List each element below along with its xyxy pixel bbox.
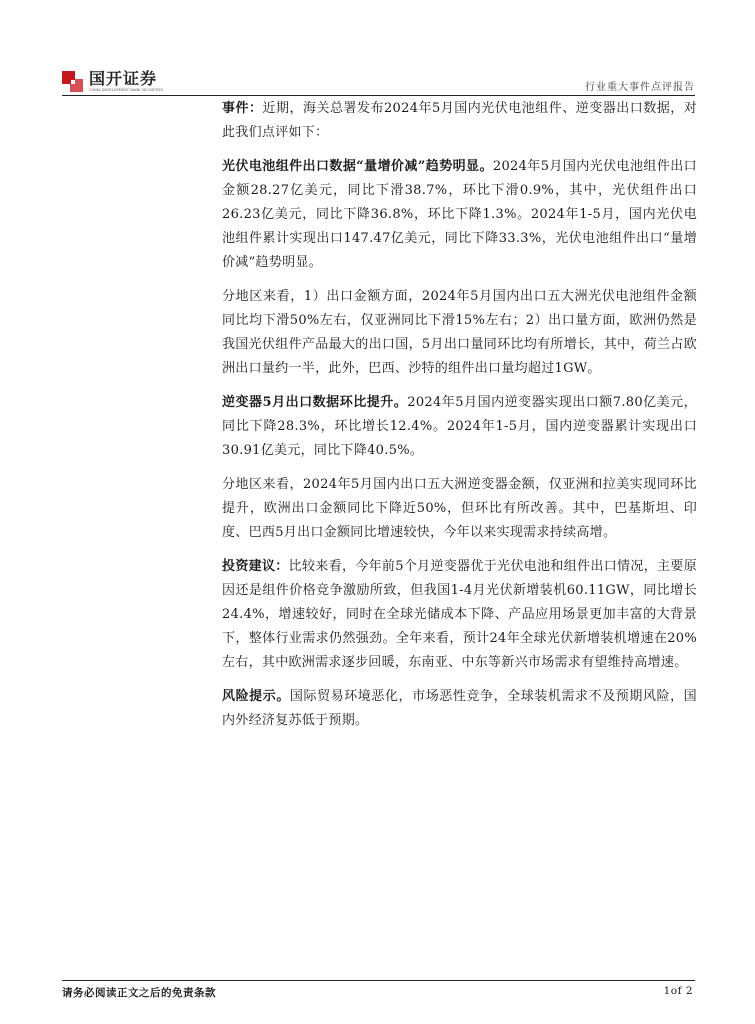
paragraph-text: 分地区来看，1）出口金额方面，2024年5月国内出口五大洲光伏电池组件金额同比均下滑50%左右，仅亚洲同比下滑15%左右；2）出口量方面，欧洲仍然是我国光伏组件产品最大的出口国，5月出口量同环比均有所增长，其中，荷兰占欧洲出口量约一半，此外，巴西、沙特的组件出口量均超过1GW。 xyxy=(222,289,697,376)
paragraph-text: 2024年5月国内光伏电池组件出口金额28.27亿美元，同比下滑38.7%，环比下滑0.9%，其中，光伏组件出口26.23亿美元，同比下降36.8%，环比下降1.3%。2024年1-5月，国内光伏电池组件累计实现出口147.47亿美元，同比下降33.3%，光伏电池组件出口“量增价减”趋势明显。 xyxy=(222,159,697,270)
page-number: 1of 2 xyxy=(663,985,693,997)
paragraph-lead: 事件： xyxy=(222,101,263,116)
paragraph-text: 国际贸易环境恶化，市场恶性竞争，全球装机需求不及预期风险，国内外经济复苏低于预期。 xyxy=(222,689,697,728)
paragraph-event xyxy=(222,97,697,145)
paragraph-inverter-region xyxy=(222,473,697,545)
paragraph-lead: 逆变器5月出口数据环比提升。 xyxy=(222,395,408,410)
disclaimer-note: 请务必阅读正文之后的免责条款 xyxy=(62,987,216,999)
paragraph-lead: 投资建议： xyxy=(222,559,289,574)
report-body xyxy=(222,97,697,743)
paragraph-text: 比较来看，今年前5个月逆变器优于光伏电池和组件出口情况，主要原因还是组件价格竞争激励所致，但我国1-4月光伏新增装机60.11GW，同比增长24.4%，增速较好，同时在全球光储成本下降、产品应用场景更加丰富的大背景下，整体行业需求仍然强劲。全年来看，预计24年全球光伏新增装机增速在20%左右，其中欧洲需求逐步回暖，东南亚、中东等新兴市场需求有望维持高增速。 xyxy=(222,559,697,670)
paragraph-module-region xyxy=(222,285,697,381)
paragraph-text: 2024年5月国内逆变器实现出口额7.80亿美元，同比下降28.3%，环比增长12.4%。2024年1-5月，国内逆变器累计实现出口30.91亿美元，同比下降40.5%。 xyxy=(222,395,697,458)
logo-name: 国开证券 xyxy=(89,69,158,88)
logo-subtitle: CHINA DEVELOPMENT BANK SECURITIES xyxy=(89,88,164,92)
paragraph-text: 近期，海关总署发布2024年5月国内光伏电池组件、逆变器出口数据，对此我们点评如下： xyxy=(222,101,697,140)
header-divider xyxy=(62,95,695,96)
paragraph-module-export xyxy=(222,155,697,275)
page-header xyxy=(0,0,755,100)
footer-divider xyxy=(62,980,695,981)
paragraph-lead: 光伏电池组件出口数据“量增价减”趋势明显。 xyxy=(222,159,493,174)
logo-mark-icon xyxy=(62,71,84,93)
paragraph-lead: 风险提示。 xyxy=(222,689,290,704)
report-type: 行业重大事件点评报告 xyxy=(585,82,695,93)
company-logo xyxy=(62,70,163,93)
paragraph-inverter-export xyxy=(222,391,697,463)
paragraph-investment-advice xyxy=(222,555,697,675)
paragraph-risk-warning xyxy=(222,685,697,733)
paragraph-text: 分地区来看，2024年5月国内出口五大洲逆变器金额，仅亚洲和拉美实现同环比提升，欧洲出口金额同比下降近50%，但环比有所改善。其中，巴基斯坦、印度、巴西5月出口金额同比增速较快，今年以来实现需求持续高增。 xyxy=(222,477,697,540)
